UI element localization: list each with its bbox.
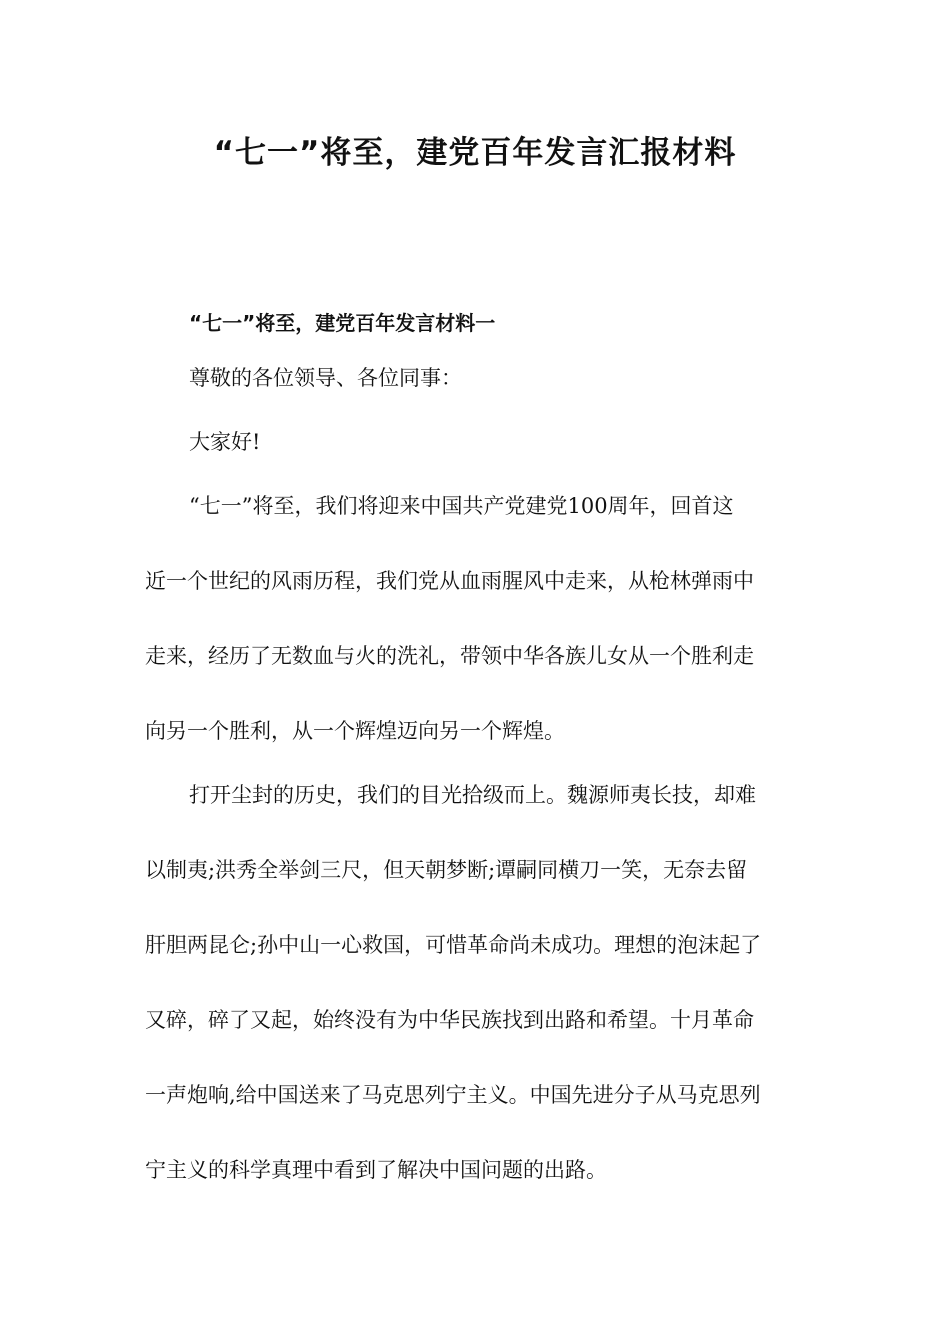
paragraph-line: 肝胆两昆仑;孙中山一心救国，可惜革命尚未成功。理想的泡沫起了 xyxy=(145,933,762,957)
paragraph-line: 一声炮响,给中国送来了马克思列宁主义。中国先进分子从马克思列 xyxy=(145,1083,761,1107)
paragraph-line: 近一个世纪的风雨历程，我们党从血雨腥风中走来，从枪林弹雨中 xyxy=(145,569,754,593)
section-subtitle: “七一”将至，建党百年发言材料一 xyxy=(189,311,496,335)
paragraph-line: 打开尘封的历史，我们的目光拾级而上。魏源师夷长技，却难 xyxy=(189,783,756,807)
paragraph-1 xyxy=(145,474,805,763)
salutation: 尊敬的各位领导、各位同事： xyxy=(189,366,462,390)
paragraph-2 xyxy=(145,763,805,1202)
paragraph-line: 又碎，碎了又起，始终没有为中华民族找到出路和希望。十月革命 xyxy=(145,1008,754,1032)
paragraph-line: 向另一个胜利，从一个辉煌迈向另一个辉煌。 xyxy=(145,719,565,743)
paragraph-line: “七一”将至，我们将迎来中国共产党建党100周年，回首这 xyxy=(189,494,734,518)
paragraph-line: 走来，经历了无数血与火的洗礼，带领中华各族儿女从一个胜利走 xyxy=(145,644,754,668)
greeting: 大家好! xyxy=(189,430,261,454)
document-title: “七一”将至，建党百年发言汇报材料 xyxy=(213,135,737,171)
paragraph-line: 宁主义的科学真理中看到了解决中国问题的出路。 xyxy=(145,1158,607,1182)
document-body xyxy=(145,300,805,1202)
paragraph-line: 以制夷;洪秀全举剑三尺，但天朝梦断;谭嗣同横刀一笑，无奈去留 xyxy=(145,858,748,882)
